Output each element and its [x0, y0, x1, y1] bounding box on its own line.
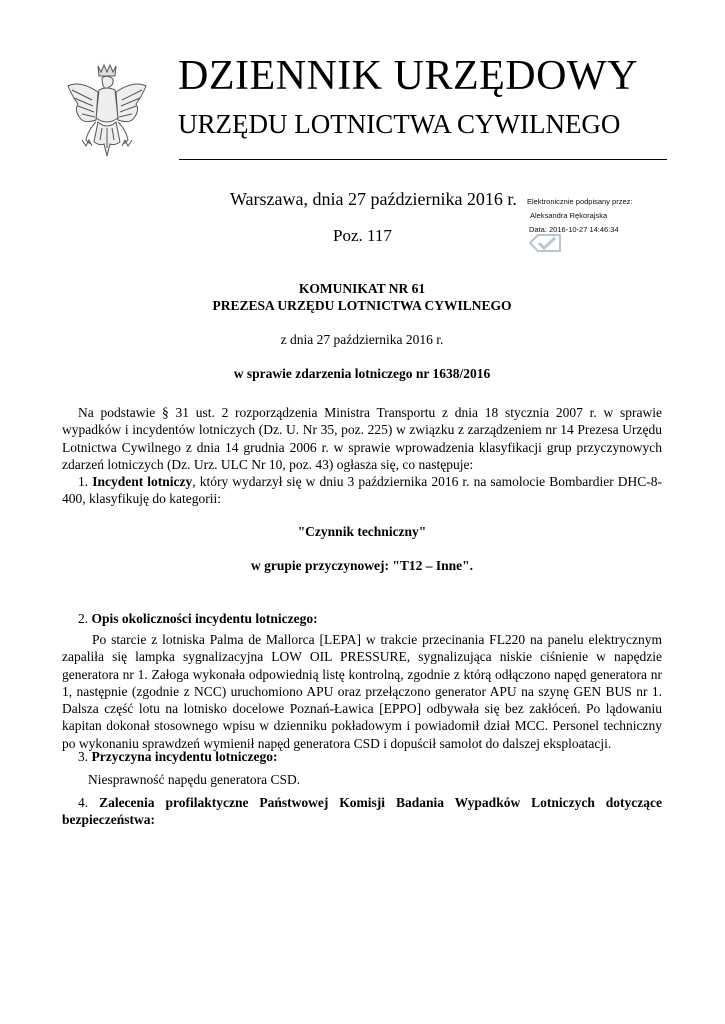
header-divider — [179, 159, 667, 160]
section-4-number: 4. — [78, 795, 89, 810]
section-3-title — [62, 748, 662, 765]
signature-name: Aleksandra Rękorajska — [530, 211, 608, 220]
section-2-title — [62, 610, 662, 627]
section-4-title — [62, 794, 662, 829]
section-1-text: , który wydarzył się w dniu 3 października 2016 r. na samolocie Bombardier DHC-8-400, klasyfikuję do kategorii: — [62, 474, 662, 507]
signature-label: Elektronicznie podpisany przez: — [527, 197, 633, 206]
section-2-number: 2. — [78, 611, 89, 626]
position-number: Poz. 117 — [333, 226, 392, 245]
announcement-subject: w sprawie zdarzenia lotniczego nr 1638/2016 — [233, 366, 491, 381]
intro-paragraph: Na podstawie § 31 ust. 2 rozporządzenia Ministra Transportu z dnia 18 stycznia 2007 r. w sprawie wypadków i incydentów lotniczych (Dz. U. Nr 35, poz. 225) w związku z zarządzeniem nr 14 Prezesa Urzędu Lotnictwa Cywilnego z dnia 14 grudnia 2006 r. w sprawie wprowadzenia klasyfikacji grup przyczynowych zdarzeń lotniczych (Dz. Urz. ULC Nr 10, poz. 43) ogłasza się, co następuje: — [62, 405, 662, 472]
announcement-date: z dnia 27 października 2016 r. — [280, 332, 444, 347]
announcement-heading-2: PREZESA URZĘDU LOTNICTWA CYWILNEGO — [212, 298, 512, 313]
section-3-heading: Przyczyna incydentu lotniczego: — [91, 749, 278, 764]
section-1-number: 1. — [78, 474, 89, 489]
section-1 — [62, 473, 662, 508]
category-label: "Czynnik techniczny" — [297, 524, 427, 539]
journal-subtitle: URZĘDU LOTNICTWA CYWILNEGO — [178, 109, 621, 139]
place-date: Warszawa, dnia 27 października 2016 r. — [230, 189, 517, 209]
section-3-text: Niesprawność napędu generatora CSD. — [88, 772, 301, 787]
electronic-signature — [527, 195, 632, 237]
section-2-heading: Opis okoliczności incydentu lotniczego: — [91, 611, 318, 626]
section-2-text: Po starcie z lotniska Palma de Mallorca [LEPA] w trakcie przecinania FL220 na panelu elektrycznym zapaliła się lampka sygnalizacyjna LOW OIL PRESSURE, sygnalizująca niskie ciśnienie w napędzie generatora nr 1. Załoga wykonała odpowiednią listę kontrolną, zgodnie z którą odłączono napęd generatora nr 1, następnie (zgodnie z NCC) uruchomiono APU oraz przełączono generator APU na szynę GEN BUS nr 1. Dalsza część lotu na lotnisko docelowe Poznań-Ławica [EPPO] odbywała się bez zakłóceń. Po lądowaniu kapitan dokonał stosownego wpisu w dzienniku pokładowym i powiadomił dział MCC. Personel techniczny po wykonaniu sprawdzeń wymienił napęd generatora CSD i dopuścił samolot do dalszej eksploatacji. — [62, 632, 662, 751]
polish-eagle-emblem-icon — [62, 60, 152, 168]
signature-date: Data: 2016-10-27 14:46:34 — [529, 225, 619, 234]
announcement-heading-1: KOMUNIKAT NR 61 — [298, 281, 426, 296]
section-3-number: 3. — [78, 749, 89, 764]
section-1-heading: Incydent lotniczy — [92, 474, 193, 489]
signature-checkmark-icon — [528, 232, 564, 254]
section-4-heading: Zalecenia profilaktyczne Państwowej Komisji Badania Wypadków Lotniczych dotyczące bezpieczeństwa: — [62, 795, 663, 828]
cause-group-label: w grupie przyczynowej: "T12 – Inne". — [251, 558, 473, 573]
journal-title: DZIENNIK URZĘDOWY — [178, 53, 638, 99]
